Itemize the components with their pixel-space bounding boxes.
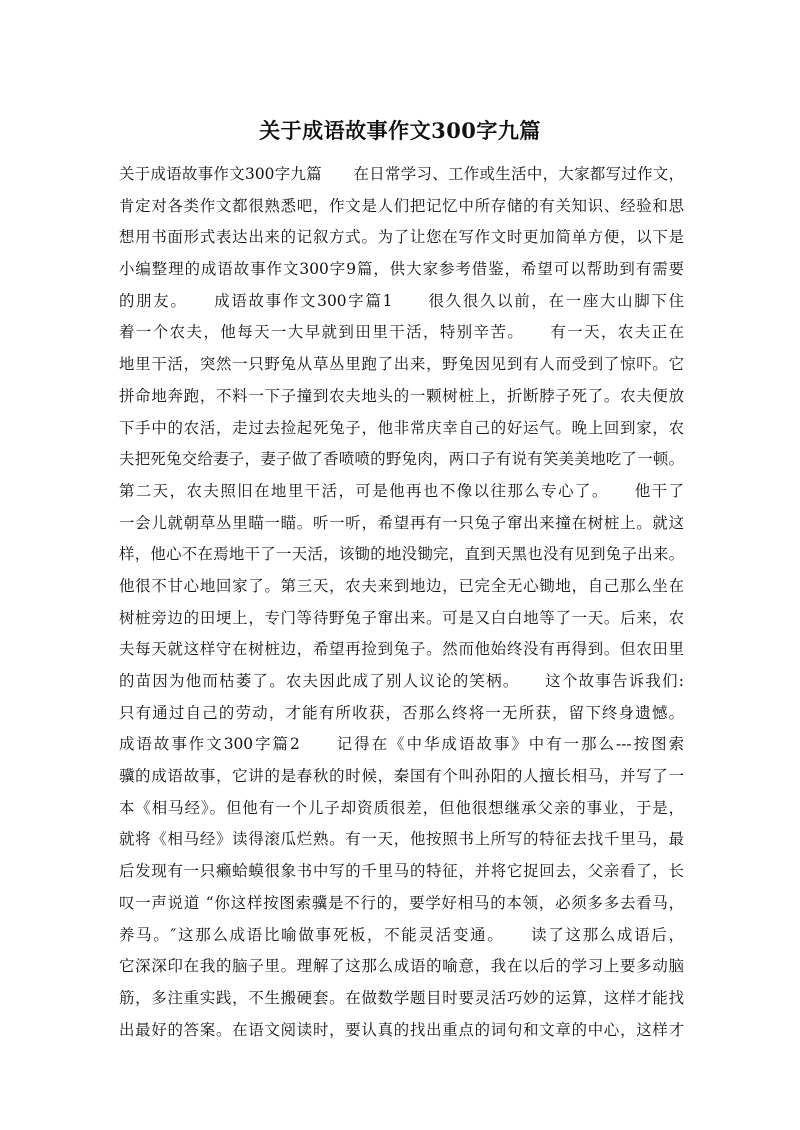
text-line: 它深深印在我的脑子里。理解了这那么成语的喻意，我在以后的学习上要多动脑 <box>119 957 684 976</box>
document-body <box>119 159 684 1046</box>
text-line: 第二天，农夫照旧在地里干活，可是他再也不像以往那么专心了。 他干了 <box>119 481 684 500</box>
text-line: 他很不甘心地回家了。第三天，农夫来到地边，已完全无心锄地，自己那么坐在 <box>119 576 684 595</box>
text-line: 想用书面形式表达出来的记叙方式。为了让您在写作文时更加简单方便，以下是 <box>119 228 684 247</box>
text-line: 小编整理的成语故事作文300字9篇，供大家参考借鉴，希望可以帮助到有需要 <box>119 260 684 279</box>
text-line: 后发现有一只癞蛤蟆很象书中写的千里马的特征，并将它捉回去，父亲看了，长 <box>119 862 684 881</box>
text-line: 地里干活，突然一只野兔从草丛里跑了出来，野兔因见到有人而受到了惊吓。它 <box>119 355 684 374</box>
text-line: 本《相马经》。但他有一个儿子却资质很差，但他很想继承父亲的事业，于是， <box>119 798 684 817</box>
text-line: 叹一声说道 “你这样按图索骥是不行的，要学好相马的本领，必须多多去看马， <box>119 893 684 912</box>
text-line: 成语故事作文300字篇2 记得在《中华成语故事》中有一那么---按图索 <box>119 735 684 754</box>
text-line: 肯定对各类作文都很熟悉吧，作文是人们把记忆中所存储的有关知识、经验和思 <box>119 196 684 215</box>
text-line: 骥的成语故事，它讲的是春秋的时候，秦国有个叫孙阳的人擅长相马，并写了一 <box>119 767 684 786</box>
text-line: 一会儿就朝草丛里瞄一瞄。听一听，希望再有一只兔子窜出来撞在树桩上。就这 <box>119 513 684 532</box>
document-title: 关于成语故事作文300字九篇 <box>259 118 541 143</box>
text-line: 的朋友。 成语故事作文300字篇1 很久很久以前，在一座大山脚下住 <box>119 291 684 310</box>
text-line: 的苗因为他而枯萎了。农夫因此成了别人议论的笑柄。 这个故事告诉我们: <box>119 672 684 690</box>
text-line: 着一个农夫，他每天一大早就到田里干活，特别辛苦。 有一天，农夫正在 <box>119 323 684 342</box>
text-line: 只有通过自己的劳动，才能有所收获，否那么终将一无所获，留下终身遗憾。 <box>119 703 684 722</box>
text-line: 树桩旁边的田埂上，专门等待野兔子窜出来。可是又白白地等了一天。后来，农 <box>119 608 684 627</box>
text-line: 筋，多注重实践，不生搬硬套。在做数学题目时要灵活巧妙的运算，这样才能找 <box>119 988 684 1007</box>
text-line: 夫每天就这样守在树桩边，希望再捡到兔子。然而他始终没有再得到。但农田里 <box>119 640 684 659</box>
text-line: 样，他心不在焉地干了一天活，该锄的地没锄完，直到天黑也没有见到兔子出来。 <box>119 545 684 564</box>
text-line: 夫把死兔交给妻子，妻子做了香喷喷的野兔肉，两口子有说有笑美美地吃了一顿。 <box>119 450 684 469</box>
text-line: 关于成语故事作文300字九篇 在日常学习、工作或生活中，大家都写过作文， <box>119 165 684 183</box>
text-line: 就将《相马经》读得滚瓜烂熟。有一天，他按照书上所写的特征去找千里马，最 <box>119 830 684 849</box>
text-line: 下手中的农活，走过去捡起死兔子，他非常庆幸自己的好运气。晚上回到家，农 <box>119 418 684 437</box>
text-line: 拼命地奔跑，不料一下子撞到农夫地头的一颗树桩上，折断脖子死了。农夫便放 <box>119 386 684 405</box>
text-line: 出最好的答案。在语文阅读时，要认真的找出重点的词句和文章的中心，这样才 <box>119 1020 684 1039</box>
text-line: 养马。″这那么成语比喻做事死板，不能灵活变通。 读了这那么成语后， <box>119 925 684 944</box>
